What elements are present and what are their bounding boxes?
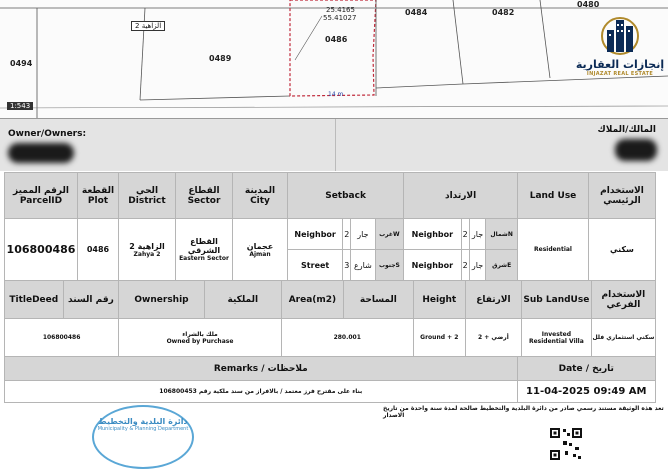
titledeed-header: TitleDeed xyxy=(5,281,64,319)
remarks-text: بناء على مقترح فرز معتمد / بالافراز من سند ملكية رقم 106800453 xyxy=(5,381,518,403)
irtidad-row1-dir: شمالN xyxy=(486,219,518,250)
height-header: Height xyxy=(413,281,465,319)
remarks-header: Remarks / ملاحظات xyxy=(5,357,518,381)
area-header: Area(m2) xyxy=(281,281,343,319)
irtidad-row2-type: Neighbor xyxy=(404,250,461,281)
setback-row1-dir: غربW xyxy=(375,219,404,250)
district-value: الزاهية 2 Zahya 2 xyxy=(119,219,176,281)
titledeed-value: 106800486 xyxy=(5,319,119,357)
redacted-owner-ar xyxy=(615,139,657,161)
parcelid-value: 106800486 xyxy=(5,219,78,281)
subuse-ar-header: الاستخدام الفرعي xyxy=(591,281,655,319)
date-value: 11-04-2025 09:49 AM xyxy=(517,381,655,403)
setback-row1-ar: جار xyxy=(351,219,375,250)
plot-header: القطعة Plot xyxy=(78,173,119,219)
height-ar-header: الارتفاع xyxy=(465,281,521,319)
validity-note: تعد هذه الوثيقة مستند رسمي صادر من دائرة البلدية والتخطيط صالحة لمدة سنة واحدة من تاريخ الاصدار xyxy=(383,405,664,419)
parcelid-header: الرقم المميز ParcelID xyxy=(5,173,78,219)
setback-row2-val: 3 xyxy=(343,250,351,281)
titledeed-ar-header: رقم السند xyxy=(63,281,119,319)
parcel-info-table xyxy=(4,172,656,281)
landuse-header: Land Use xyxy=(518,173,589,219)
landuse-value: Residential xyxy=(518,219,589,281)
height-value-en: Ground + 2 xyxy=(413,319,465,357)
owner-label-en: Owner/Owners: xyxy=(8,129,87,139)
road-label: الزاهية 2 xyxy=(131,21,165,31)
city-header: المدينة City xyxy=(233,173,288,219)
parcel-map xyxy=(0,0,668,122)
parcel-0480-label: 0480 xyxy=(577,0,600,9)
irtidad-row1-ar: جار xyxy=(469,219,486,250)
qr-code-icon xyxy=(549,427,583,461)
logo-english: INJAZAT REAL ESTATE xyxy=(586,71,654,77)
company-logo xyxy=(572,12,668,86)
mainuse-value: سكني xyxy=(589,219,656,281)
area-ar-header: المساحة xyxy=(344,281,414,319)
map-scale: 1:543 xyxy=(7,102,33,110)
logo-arabic: إنجازات العقارية xyxy=(575,58,665,71)
plot-value: 0486 xyxy=(78,219,119,281)
date-header: Date / تاريخ xyxy=(517,357,655,381)
parcel-0489-label: 0489 xyxy=(209,54,232,63)
sector-value: القطاع الشرقي Eastern Sector xyxy=(176,219,233,281)
owner-section xyxy=(0,118,668,171)
height-value-ar: أرضي + 2 xyxy=(465,319,521,357)
subuse-ar-value: سكني استثماري فلل xyxy=(591,319,655,357)
sector-header: القطاع Sector xyxy=(176,173,233,219)
redacted-owner-en xyxy=(8,143,74,163)
ownership-header: Ownership xyxy=(119,281,205,319)
parcel-0494-label: 0494 xyxy=(10,59,33,68)
ownership-ar-header: الملكية xyxy=(204,281,281,319)
irtidad-row2-dir: شرقE xyxy=(486,250,518,281)
sublanduse-value: Invested Residential Villa xyxy=(521,319,591,357)
municipality-stamp: دائرة البلدية والتخطيط Municipality & Planning Department xyxy=(92,405,194,469)
coord-bottom: 55.41027 xyxy=(323,14,357,22)
irtidad-row2-ar: جار xyxy=(469,250,486,281)
coord-top: 25.4165 xyxy=(326,6,355,14)
setback-header: Setback xyxy=(288,173,404,219)
deed-info-table xyxy=(4,280,656,357)
area-value: 280.001 xyxy=(281,319,413,357)
owner-label-ar: المالك/الملاك xyxy=(597,125,656,135)
irtidad-header: الارتداد xyxy=(404,173,518,219)
ownership-value: ملك بالشراء Owned by Purchase xyxy=(119,319,282,357)
owner-divider xyxy=(335,119,336,171)
district-header: الحي District xyxy=(119,173,176,219)
edge-measure: 14 m xyxy=(328,91,344,98)
irtidad-row2-val: 2 xyxy=(461,250,469,281)
parcel-0486-label: 0486 xyxy=(325,35,348,44)
city-value: عجمان Ajman xyxy=(233,219,288,281)
sublanduse-header: Sub LandUse xyxy=(521,281,591,319)
irtidad-row1-type: Neighbor xyxy=(404,219,461,250)
remarks-table xyxy=(4,356,656,403)
parcel-0484-label: 0484 xyxy=(405,8,428,17)
setback-row1-val: 2 xyxy=(343,219,351,250)
setback-row2-type: Street xyxy=(288,250,343,281)
setback-row1-type: Neighbor xyxy=(288,219,343,250)
setback-row2-dir: جنوبS xyxy=(375,250,404,281)
parcel-0482-label: 0482 xyxy=(492,8,515,17)
building-logo-icon xyxy=(593,12,647,56)
setback-row2-ar: شارع xyxy=(351,250,375,281)
irtidad-row1-val: 2 xyxy=(461,219,469,250)
mainuse-header: الاستخدام الرئيسي xyxy=(589,173,656,219)
